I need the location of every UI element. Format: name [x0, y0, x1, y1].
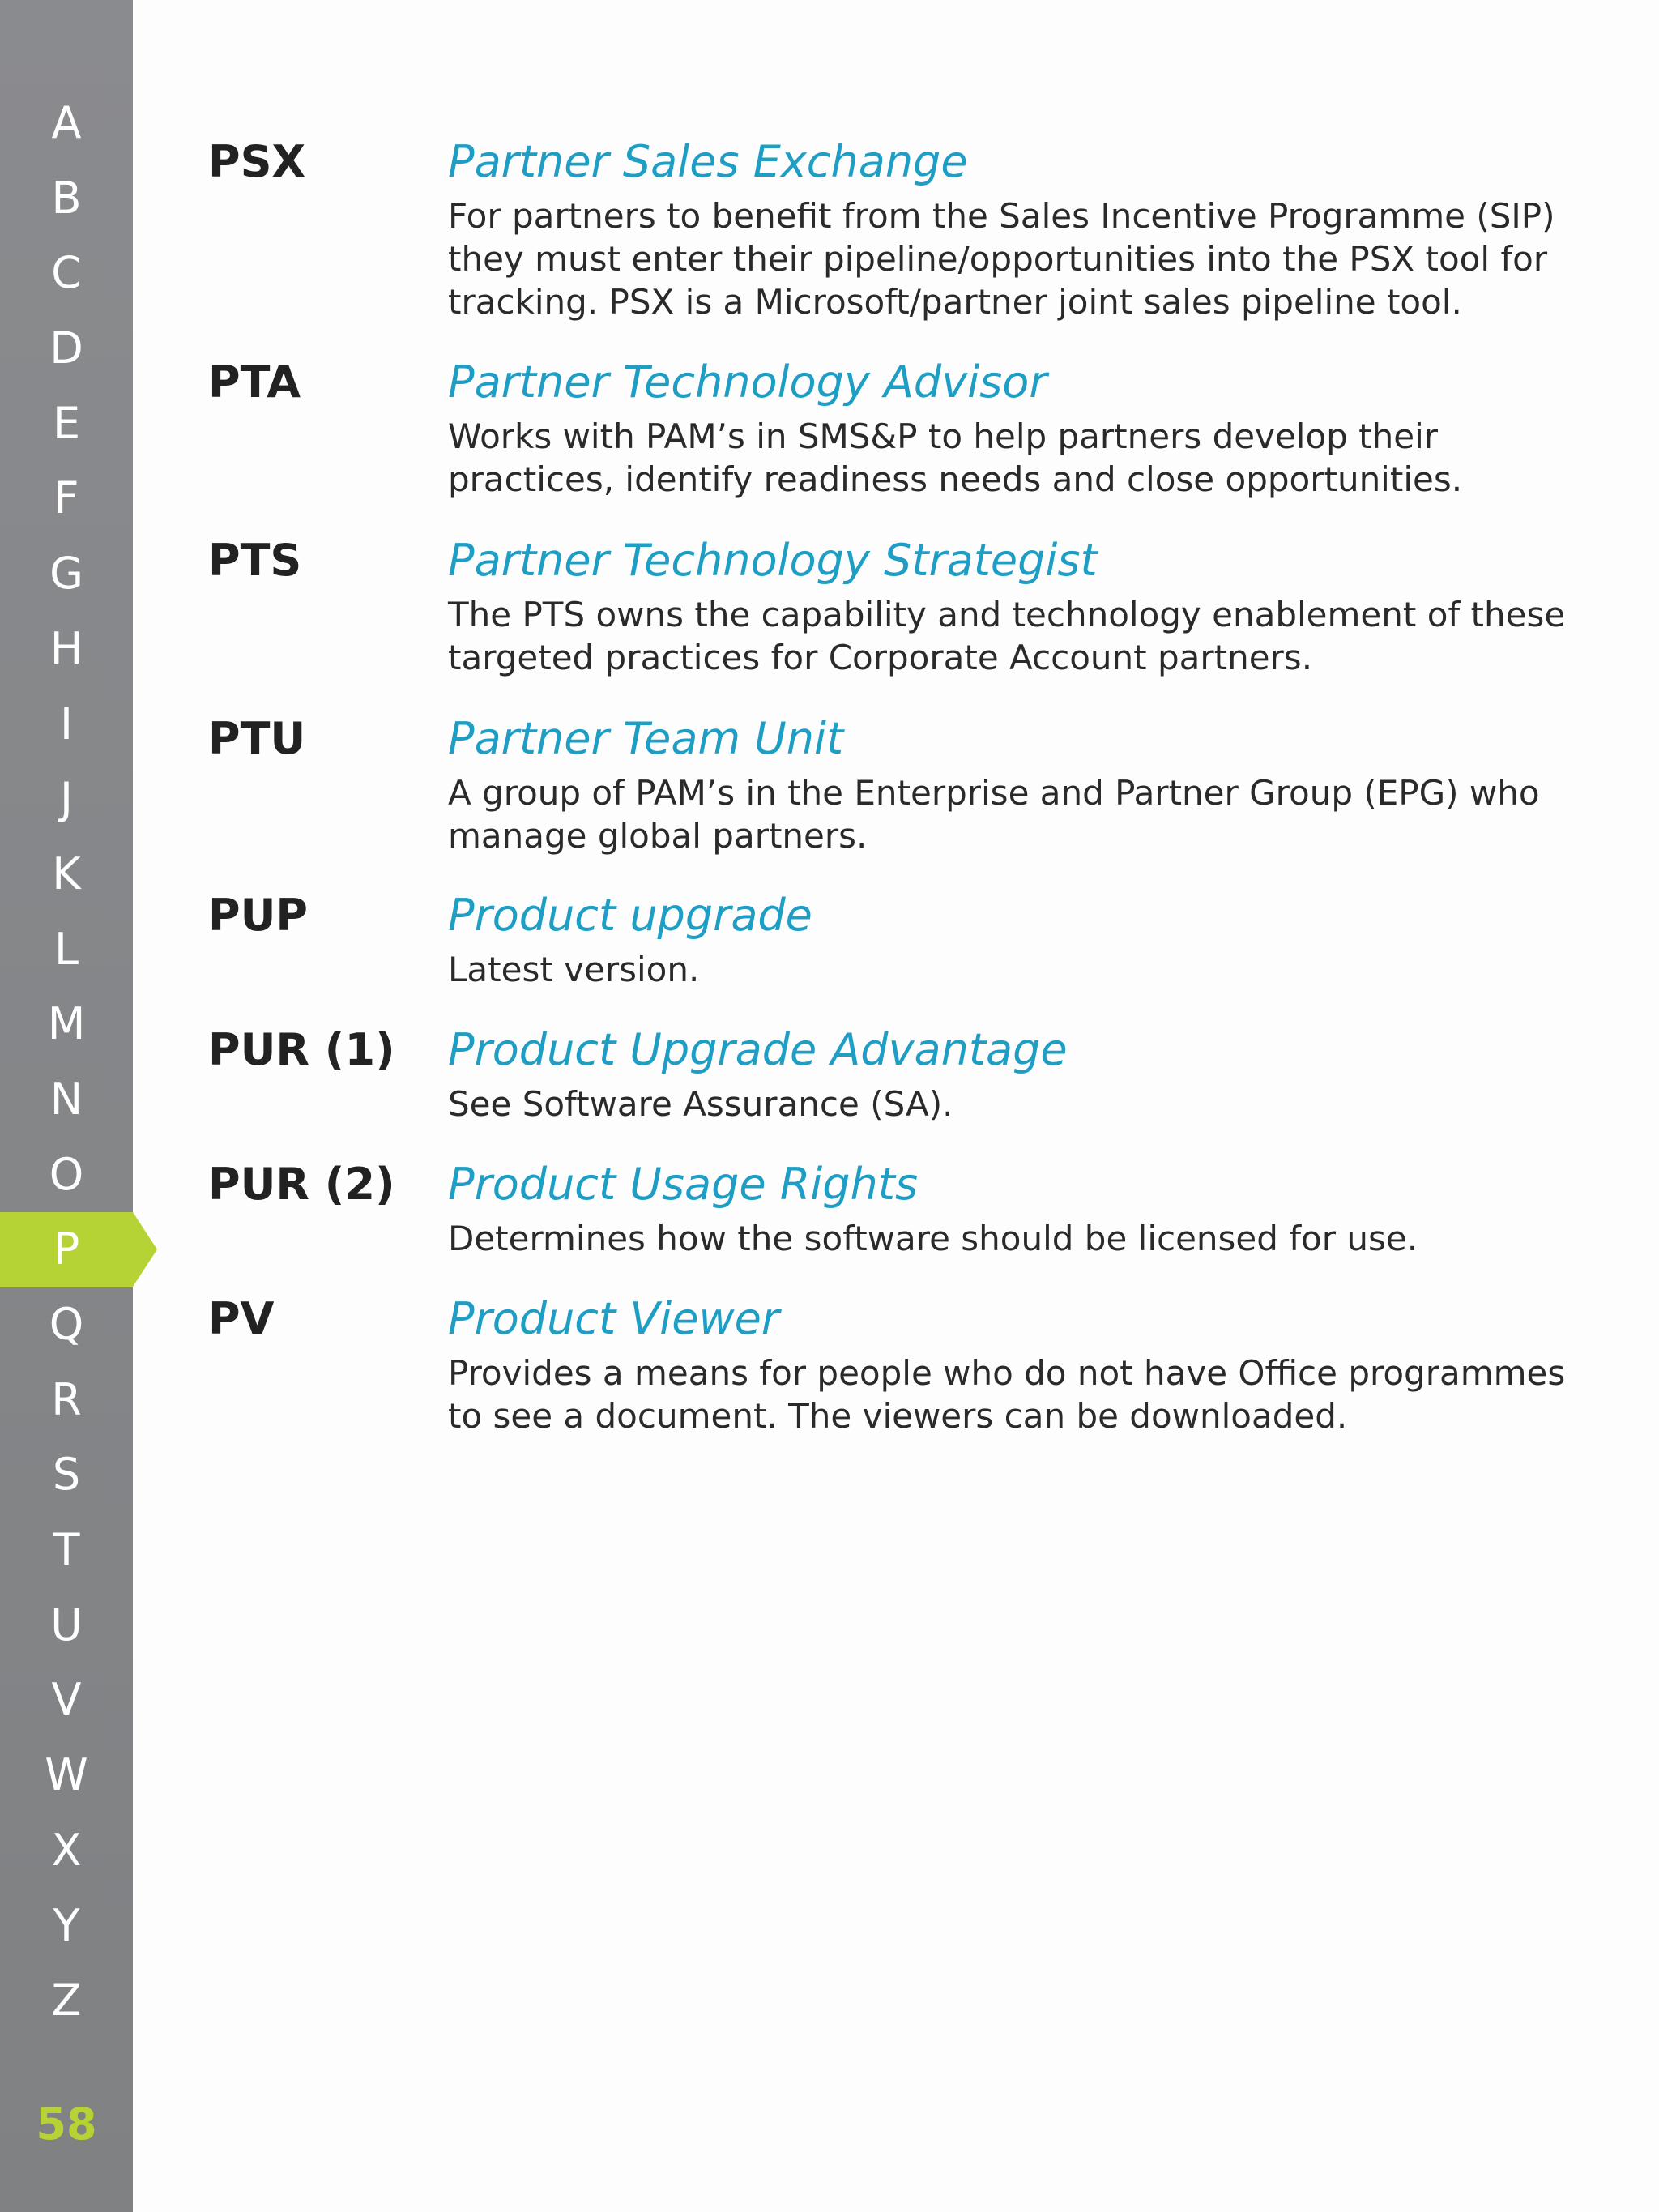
- letter-m[interactable]: M: [47, 998, 86, 1050]
- page-number: 58: [36, 2099, 97, 2150]
- letter-v[interactable]: V: [51, 1674, 82, 1726]
- letter-y[interactable]: Y: [53, 1899, 80, 1951]
- letter-t[interactable]: T: [53, 1524, 80, 1576]
- entry-description: The PTS owns the capability and technology enablement of these targeted practices for Corporate Account partners.: [448, 595, 1566, 677]
- entry-description: For partners to benefit from the Sales Incentive Programme (SIP) they must enter their pipeline/opportunities into the PSX tool for tracking. PSX is a Microsoft/partner joint sales pipeline tool.: [448, 196, 1555, 322]
- entry-abbreviation: PUP: [208, 890, 309, 941]
- entry-description: Latest version.: [448, 950, 700, 989]
- letter-q[interactable]: Q: [49, 1299, 84, 1350]
- entry-term: Product Viewer: [448, 1293, 780, 1344]
- entry-term: Product upgrade: [448, 890, 812, 941]
- alphabet-index: [0, 86, 133, 2039]
- entry-term: Partner Technology Strategist: [448, 535, 1098, 586]
- entry-description: Provides a means for people who do not have Office programmes to see a document. The viewers can be downloaded.: [448, 1353, 1566, 1436]
- letter-o[interactable]: O: [49, 1148, 84, 1200]
- letter-n[interactable]: N: [49, 1073, 83, 1125]
- entry-abbreviation: PSX: [208, 136, 306, 187]
- letter-k[interactable]: K: [52, 848, 81, 899]
- entry-term: Partner Team Unit: [448, 713, 844, 764]
- letter-a[interactable]: A: [51, 97, 82, 148]
- letter-s[interactable]: S: [52, 1449, 81, 1501]
- letter-h[interactable]: H: [49, 622, 83, 674]
- entry-description: See Software Assurance (SA).: [448, 1084, 953, 1124]
- letter-c[interactable]: C: [51, 247, 82, 299]
- letter-p-active[interactable]: P: [0, 1212, 133, 1287]
- entry-abbreviation: PV: [208, 1293, 275, 1344]
- entry-abbreviation: PUR (1): [208, 1024, 395, 1075]
- letter-e[interactable]: E: [52, 397, 81, 449]
- letter-z[interactable]: Z: [51, 1975, 82, 2026]
- entry-description: A group of PAM’s in the Enterprise and Partner Group (EPG) who manage global partners.: [448, 773, 1540, 856]
- entry-abbreviation: PTS: [208, 535, 302, 586]
- entry-term: Product Upgrade Advantage: [448, 1024, 1068, 1075]
- entry-abbreviation: PUR (2): [208, 1159, 395, 1210]
- entry-abbreviation: PTA: [208, 357, 301, 408]
- entry-description: Determines how the software should be licensed for use.: [448, 1219, 1418, 1258]
- letter-x[interactable]: X: [51, 1824, 82, 1876]
- entry-term: Product Usage Rights: [448, 1159, 919, 1210]
- entry-term: Partner Sales Exchange: [448, 136, 968, 187]
- letter-r[interactable]: R: [51, 1373, 82, 1425]
- letter-w[interactable]: W: [45, 1749, 88, 1801]
- letter-f[interactable]: F: [53, 472, 79, 524]
- letter-b[interactable]: B: [51, 172, 82, 224]
- entry-abbreviation: PTU: [208, 713, 306, 764]
- letter-u[interactable]: U: [50, 1599, 83, 1650]
- letter-g[interactable]: G: [49, 548, 83, 600]
- letter-j[interactable]: J: [60, 773, 73, 825]
- letter-d[interactable]: D: [49, 322, 83, 374]
- letter-l[interactable]: L: [53, 923, 79, 975]
- entry-term: Partner Technology Advisor: [448, 357, 1047, 408]
- entry-description: Works with PAM’s in SMS&P to help partners develop their practices, identify readiness needs and close opportunities.: [448, 416, 1463, 499]
- letter-i[interactable]: I: [60, 698, 73, 749]
- alphabet-sidebar: [0, 0, 133, 2212]
